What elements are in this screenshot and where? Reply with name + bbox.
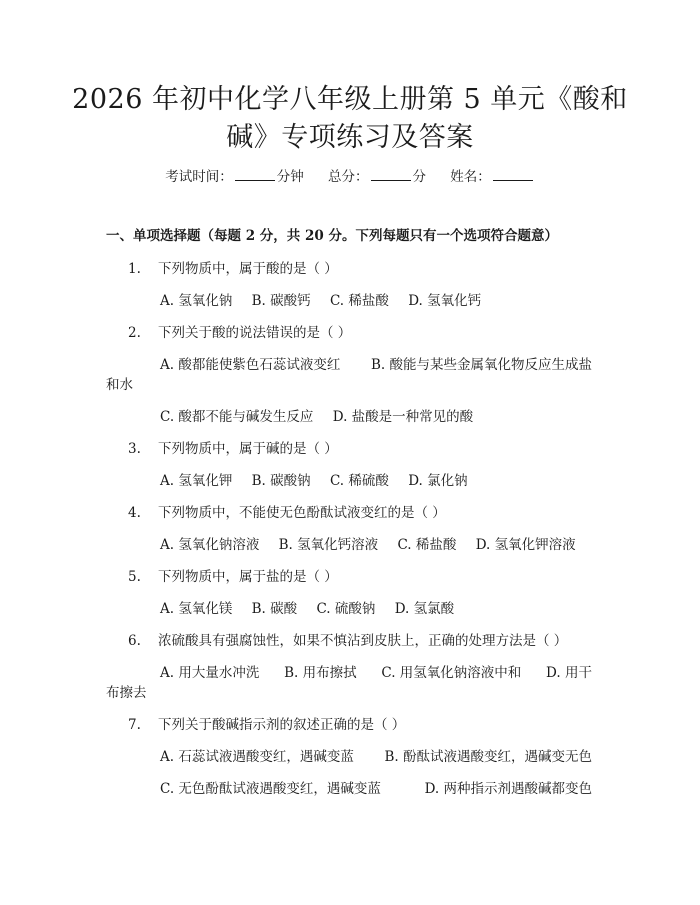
question-7-options-row-1 (160, 747, 592, 767)
question-number: 2. (128, 325, 141, 341)
exam-time-label: 考试时间： (165, 169, 233, 185)
option-c[interactable]: C. 用氢氧化钠溶液中和 (381, 665, 522, 681)
question-number: 1. (128, 261, 141, 277)
option-d[interactable]: D. 氢氯酸 (394, 601, 455, 617)
total-score-field (328, 169, 430, 185)
question-stem: 下列物质中，属于碱的是（ ） (158, 441, 338, 457)
question-4-options (160, 535, 576, 555)
question-2-options-row-2 (160, 407, 473, 427)
option-b[interactable]: B. 碳酸钙 (251, 293, 311, 309)
option-b[interactable]: B. 酚酞试液遇酸变红，遇碱变无色 (384, 749, 592, 765)
option-c[interactable]: C. 硫酸钠 (316, 601, 376, 617)
option-d[interactable]: D. 盐酸是一种常见的酸 (332, 409, 474, 425)
question-stem: 浓硫酸具有强腐蚀性，如果不慎沾到皮肤上，正确的处理方法是（ ） (158, 633, 568, 649)
question-stem: 下列物质中，属于酸的是（ ） (158, 261, 338, 277)
question-2 (128, 323, 351, 343)
question-2-options-row-1 (160, 355, 592, 375)
student-name-blank[interactable] (493, 167, 533, 181)
option-a[interactable]: A. 酸都能使紫色石蕊试液变红 (160, 357, 341, 373)
option-d[interactable]: D. 用干 (546, 665, 592, 681)
exam-meta-row (0, 167, 700, 187)
question-7 (128, 715, 405, 735)
question-number: 6. (128, 633, 141, 649)
option-d[interactable]: D. 氢氧化钾溶液 (475, 537, 576, 553)
option-d[interactable]: D. 氯化钠 (408, 473, 468, 489)
option-b[interactable]: B. 用布擦拭 (284, 665, 357, 681)
question-number: 3. (128, 441, 141, 457)
option-b[interactable]: B. 酸能与某些金属氧化物反应生成盐 (370, 357, 592, 373)
option-b[interactable]: B. 碳酸 (251, 601, 298, 617)
question-stem: 下列物质中，不能使无色酚酞试液变红的是（ ） (158, 505, 446, 521)
option-d[interactable]: D. 两种指示剂遇酸碱都变色 (424, 781, 592, 797)
question-3 (128, 439, 338, 459)
exam-time-unit: 分钟 (276, 169, 304, 185)
question-number: 7. (128, 717, 141, 733)
option-c[interactable]: C. 酸都不能与碱发生反应 (160, 409, 314, 425)
total-score-unit: 分 (412, 169, 426, 185)
question-stem: 下列关于酸的说法错误的是（ ） (158, 325, 352, 341)
option-d-continuation: 布擦去 (106, 685, 147, 701)
option-a[interactable]: A. 氢氧化钾 (160, 473, 233, 489)
question-4 (128, 503, 446, 523)
option-a[interactable]: A. 氢氧化钠 (160, 293, 233, 309)
question-6 (128, 631, 567, 651)
student-name-label: 姓名： (450, 169, 491, 185)
question-1 (128, 259, 338, 279)
question-7-options-row-2 (160, 779, 592, 799)
question-number: 4. (128, 505, 141, 521)
option-a[interactable]: A. 氢氧化钠溶液 (160, 537, 260, 553)
question-3-options (160, 471, 468, 491)
document-title-line-2: 碱》专项练习及答案 (226, 122, 474, 153)
option-a[interactable]: A. 石蕊试液遇酸变红，遇碱变蓝 (160, 749, 354, 765)
question-1-options (160, 291, 481, 311)
option-a[interactable]: A. 用大量水冲洗 (160, 665, 260, 681)
total-score-label: 总分： (328, 169, 369, 185)
exam-time-field (165, 169, 308, 185)
question-5-options (160, 599, 454, 619)
question-5 (128, 567, 338, 587)
exam-time-blank[interactable] (235, 167, 275, 181)
student-name-field (450, 169, 535, 185)
option-b[interactable]: B. 碳酸钠 (251, 473, 311, 489)
total-score-blank[interactable] (371, 167, 411, 181)
option-c[interactable]: C. 稀硫酸 (329, 473, 389, 489)
section-heading: 一、单项选择题（每题 2 分，共 20 分。下列每题只有一个选项符合题意） (106, 228, 558, 244)
option-b[interactable]: B. 氢氧化钙溶液 (278, 537, 379, 553)
option-b-continuation: 和水 (106, 377, 133, 393)
option-a[interactable]: A. 氢氧化镁 (160, 601, 233, 617)
option-d[interactable]: D. 氢氧化钙 (408, 293, 482, 309)
option-c[interactable]: C. 稀盐酸 (397, 537, 457, 553)
question-6-options-row-1 (160, 663, 592, 683)
question-stem: 下列关于酸碱指示剂的叙述正确的是（ ） (158, 717, 406, 733)
document-title-line-1: 2026 年初中化学八年级上册第 5 单元《酸和 (72, 84, 628, 115)
option-c[interactable]: C. 稀盐酸 (329, 293, 389, 309)
question-stem: 下列物质中，属于盐的是（ ） (158, 569, 338, 585)
question-number: 5. (128, 569, 141, 585)
option-c[interactable]: C. 无色酚酞试液遇酸变红，遇碱变蓝 (160, 781, 381, 797)
